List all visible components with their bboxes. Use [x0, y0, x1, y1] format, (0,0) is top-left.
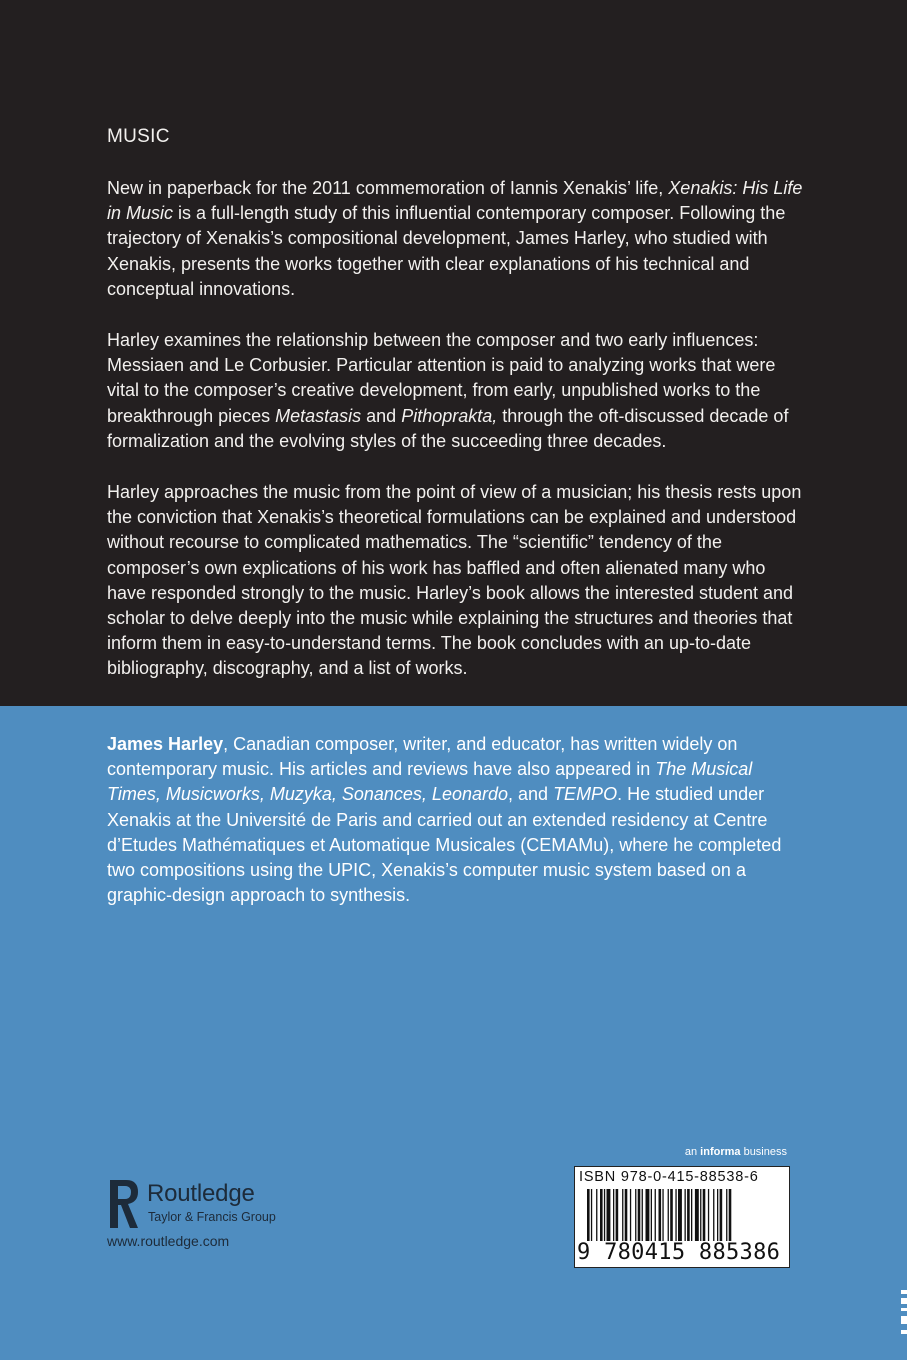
author-bio: James Harley, Canadian composer, writer, and educator, has written widely on contemporary music. His articles and reviews have also appeared in The Musical Times, Musicworks, Muzyka, Sonances, Leonardo, and TEMPO. He studied under Xenakis at the Université de Paris and carried out an extended residency at Centre d’Etudes Mathématiques et Automatique Musicales (CEMAMu), where he completed two compositions using the UPIC, Xenakis’s computer music system based on a graphic-design approach to synthesis.	[107, 734, 782, 906]
barcode-bar	[600, 1189, 603, 1241]
isbn-label: ISBN 978-0-415-88538-6	[579, 1169, 759, 1185]
barcode-bar	[713, 1189, 714, 1241]
barcode-number: 9 780415 885386	[577, 1240, 781, 1265]
description-paragraph-1: New in paperback for the 2011 commemoration of Iannis Xenakis’ life, Xenakis: His Life in Music is a full-length study of this influential contemporary composer. Following the trajectory of Xenakis’s compositional development, James Harley, who studied with Xenakis, presents the works together with clear explanations of his technical and conceptual innovations.	[107, 178, 803, 299]
barcode-bar	[613, 1189, 614, 1241]
description-paragraph-2: Harley examines the relationship between the composer and two early influences: Messiaen and Le Corbusier. Particular attention is paid to analyzing works that were vital to the composer’s creative development, from early, unpublished works to the breakthrough pieces Metastasis and Pithoprakta, through the oft-discussed decade of formalization and the evolving styles of the succeeding three decades.	[107, 330, 789, 451]
barcode-bar	[622, 1189, 623, 1241]
barcode-bar	[596, 1189, 597, 1241]
barcode-bar	[591, 1189, 592, 1241]
barcode-bar	[685, 1189, 686, 1241]
barcode-bar	[616, 1189, 619, 1241]
informa-tagline: an informa business	[684, 1146, 787, 1158]
barcode-bar	[607, 1189, 611, 1241]
barcode-bar	[668, 1189, 669, 1241]
barcode-bar	[708, 1189, 709, 1241]
publisher-group: Taylor & Francis Group	[148, 1210, 276, 1224]
isbn-barcode	[574, 1166, 790, 1268]
barcode-bar	[720, 1189, 723, 1241]
barcode-bar	[726, 1189, 727, 1241]
barcode-bar	[646, 1189, 650, 1241]
barcode-bar	[717, 1189, 718, 1241]
barcode-bar	[700, 1189, 701, 1241]
barcode-bar	[587, 1189, 590, 1241]
book-title: Xenakis: His Life in Music	[107, 178, 803, 224]
spine-edge-marks	[901, 1290, 907, 1350]
barcode-bar	[675, 1189, 676, 1241]
barcode-bar	[655, 1189, 656, 1241]
barcode-bar	[729, 1189, 732, 1241]
barcode-bar	[662, 1189, 663, 1241]
work-title-metastasis: Metastasis	[275, 405, 362, 426]
routledge-logo-icon	[104, 1176, 144, 1232]
barcode-bar	[604, 1189, 605, 1241]
barcode-bar	[659, 1189, 662, 1241]
barcode-bar	[642, 1189, 643, 1241]
category-label: MUSIC	[107, 126, 170, 147]
description-paragraph-3: Harley approaches the music from the point of view of a musician; his thesis rests upon the conviction that Xenakis’s theoretical formulations can be explained and understood without recourse to complicated mathematics. The “scientific” tendency of the composer’s own explications of his work has baffled and often alienated many who have responded strongly to the music. Harley’s book allows the interested student and scholar to delve deeply into the music while explaining the structures and theories that inform them in easy-to-understand terms. The book concludes with an up-to-date bibliography, discography, and a list of works.	[107, 482, 802, 679]
barcode-bar	[703, 1189, 706, 1241]
publisher-logo	[104, 1176, 324, 1232]
barcode-bar	[678, 1189, 682, 1241]
barcode-bar	[687, 1189, 690, 1241]
barcode-bar	[691, 1189, 692, 1241]
publisher-name: Routledge	[147, 1180, 255, 1207]
barcode-bar	[695, 1189, 699, 1241]
publisher-website[interactable]: www.routledge.com	[107, 1233, 230, 1249]
barcode-bar	[670, 1189, 673, 1241]
barcode-bar	[625, 1189, 628, 1241]
barcode-bar	[630, 1189, 631, 1241]
author-name: James Harley	[107, 734, 224, 754]
barcode-bar	[638, 1189, 641, 1241]
barcode-bar	[651, 1189, 652, 1241]
barcode-bar	[635, 1189, 636, 1241]
work-title-pithoprakta: Pithoprakta,	[401, 405, 498, 426]
